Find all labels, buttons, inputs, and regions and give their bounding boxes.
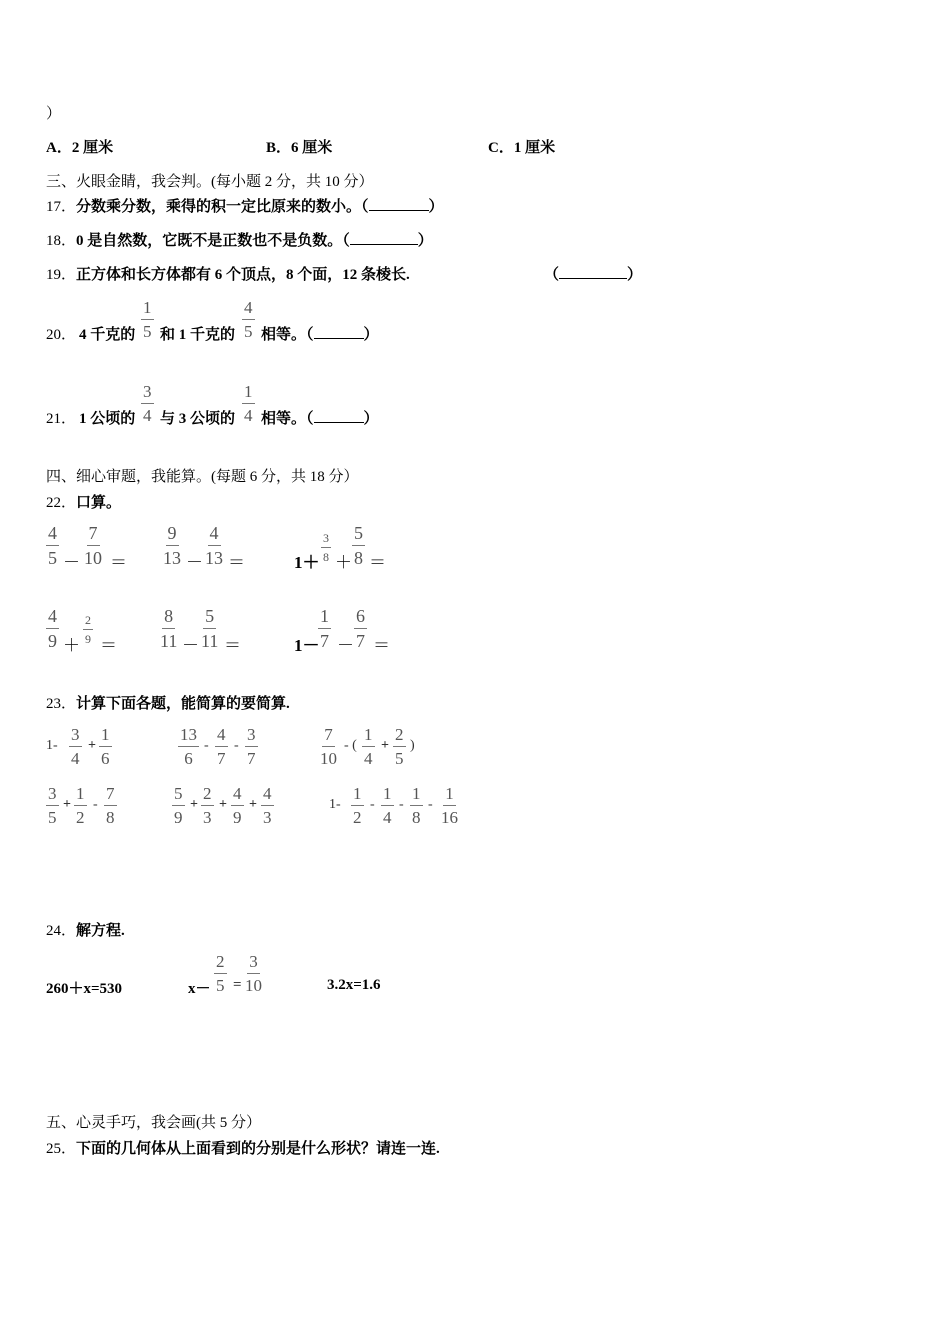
- fraction: $\frac{13}{6}$: [180, 725, 197, 768]
- section4-title: 四、细心审题，我能算。(每题 6 分，共 18 分）: [46, 469, 359, 485]
- fraction: $\frac{1}{4}$: [364, 725, 373, 768]
- lead: 1－: [294, 636, 320, 655]
- fraction: $\frac{1}{16}$: [441, 784, 458, 827]
- equals: ＝: [110, 553, 127, 572]
- q19-answer: （ ）: [544, 263, 642, 284]
- operator: －: [186, 553, 203, 572]
- section3-title: 三、火眼金睛，我会判。(每小题 2 分，共 10 分）: [46, 174, 374, 190]
- equals: ＝: [369, 553, 386, 572]
- option-c: C．1 厘米: [488, 140, 556, 156]
- fraction: $\frac{4}{5}$: [48, 523, 57, 568]
- fraction: $\frac{1}{2}$: [353, 784, 362, 827]
- lead: 1-: [329, 797, 341, 812]
- equals: ＝: [224, 636, 241, 655]
- fraction: $\frac{2}{5}$: [216, 952, 225, 995]
- equals: =: [233, 977, 242, 993]
- fraction: $\frac{4}{9}$: [48, 606, 57, 651]
- q18: 18．0 是自然数，它既不是正数也不是负数。（ ）: [46, 229, 433, 250]
- operator: +: [249, 797, 257, 812]
- fraction: $\frac{3}{4}$: [143, 382, 152, 425]
- operator: ＋: [335, 553, 352, 572]
- answer-blank[interactable]: [559, 264, 627, 279]
- fraction: $\frac{4}{9}$: [233, 784, 242, 827]
- answer-blank[interactable]: [350, 230, 418, 245]
- answer-blank[interactable]: [369, 196, 429, 211]
- q21-num: 21．: [46, 411, 77, 427]
- fraction: $\frac{4}{7}$: [217, 725, 226, 768]
- q21-text3: 相等。（ ）: [261, 407, 379, 428]
- fraction: $\frac{1}{8}$: [412, 784, 421, 827]
- q21-text2: 与 3 公顷的: [160, 411, 236, 427]
- operator: -: [370, 797, 375, 812]
- equals: ＝: [228, 553, 245, 572]
- q25: 25．下面的几何体从上面看到的分别是什么形状？请连一连.: [46, 1141, 440, 1157]
- q20-num: 20．: [46, 327, 77, 343]
- operator: －: [63, 553, 80, 572]
- operator: -: [399, 797, 404, 812]
- answer-blank[interactable]: [314, 324, 364, 339]
- operator: －: [337, 636, 354, 655]
- fraction: $\frac{7}{10}$: [84, 523, 102, 568]
- fraction: $\frac{3}{10}$: [245, 952, 262, 995]
- answer-blank[interactable]: [314, 408, 364, 423]
- fraction: $\frac{3}{5}$: [48, 784, 57, 827]
- fraction: $\frac{1}{7}$: [320, 606, 329, 651]
- fraction: $\frac{8}{11}$: [160, 606, 178, 651]
- fraction: $\frac{1}{5}$: [143, 298, 152, 341]
- equals: ＝: [100, 636, 117, 655]
- operator: +: [381, 738, 389, 753]
- operator: ＋: [63, 636, 80, 655]
- fraction: $\frac{1}{2}$: [76, 784, 85, 827]
- fraction: $\frac{2}{9}$: [85, 613, 91, 646]
- fraction: $\frac{1}{6}$: [101, 725, 110, 768]
- paren-close: ): [410, 738, 415, 753]
- equation-3: 3.2x=1.6: [327, 977, 381, 993]
- fraction: $\frac{7}{8}$: [106, 784, 115, 827]
- q20-text2: 和 1 千克的: [160, 327, 236, 343]
- fraction: $\frac{5}{9}$: [174, 784, 183, 827]
- q20-text1: 4 千克的: [79, 327, 136, 343]
- operator: +: [190, 797, 198, 812]
- fraction: $\frac{5}{8}$: [354, 523, 363, 568]
- fraction: $\frac{4}{3}$: [263, 784, 272, 827]
- fraction: $\frac{5}{11}$: [201, 606, 219, 651]
- operator: +: [219, 797, 227, 812]
- q20-text3: 相等。（ ）: [261, 323, 379, 344]
- close-paren: ）: [46, 106, 62, 122]
- fraction: $\frac{3}{4}$: [71, 725, 80, 768]
- q19: 19．正方体和长方体都有 6 个顶点，8 个面，12 条棱长.: [46, 267, 410, 283]
- option-b: B．6 厘米: [266, 140, 333, 156]
- fraction: $\frac{4}{5}$: [244, 298, 253, 341]
- option-a: A．2 厘米: [46, 140, 114, 156]
- fraction: $\frac{7}{10}$: [320, 725, 337, 768]
- fraction: $\frac{2}{3}$: [203, 784, 212, 827]
- fraction: $\frac{1}{4}$: [244, 382, 253, 425]
- operator: -: [428, 797, 433, 812]
- q23: 23．计算下面各题，能简算的要简算.: [46, 696, 290, 712]
- q24: 24．解方程.: [46, 923, 125, 939]
- operator: -: [93, 797, 98, 812]
- fraction: $\frac{4}{13}$: [205, 523, 223, 568]
- fraction: $\frac{6}{7}$: [356, 606, 365, 651]
- operator: - (: [344, 738, 357, 753]
- fraction: $\frac{3}{7}$: [247, 725, 256, 768]
- operator: －: [182, 636, 199, 655]
- q17: 17．分数乘分数，乘得的积一定比原来的数小。（ ）: [46, 195, 444, 216]
- operator: -: [204, 738, 209, 753]
- fraction: $\frac{9}{13}$: [163, 523, 181, 568]
- q22: 22．口算。: [46, 495, 122, 511]
- section5-title: 五、心灵手巧，我会画(共 5 分）: [46, 1115, 261, 1131]
- lead: x－: [188, 981, 211, 997]
- fraction: $\frac{3}{8}$: [323, 531, 329, 564]
- equals: ＝: [373, 636, 390, 655]
- operator: +: [88, 738, 96, 753]
- lead: 1＋: [294, 553, 320, 572]
- operator: +: [63, 797, 71, 812]
- equation-1: 260＋x=530: [46, 981, 123, 997]
- fraction: $\frac{1}{4}$: [383, 784, 392, 827]
- operator: -: [234, 738, 239, 753]
- q21-text1: 1 公顷的: [79, 411, 136, 427]
- fraction: $\frac{2}{5}$: [395, 725, 404, 768]
- lead: 1-: [46, 738, 58, 753]
